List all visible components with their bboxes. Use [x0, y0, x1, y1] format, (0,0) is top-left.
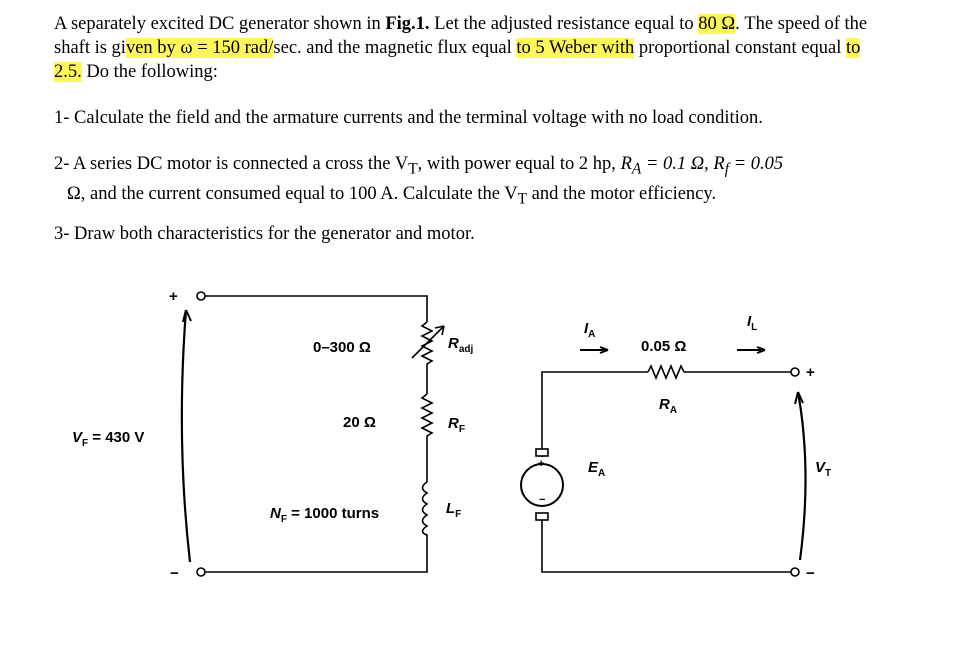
q2-text-2: , with power equal to 2 hp,: [417, 154, 621, 174]
radj-label: $R_{adj}$: [448, 335, 474, 355]
intro-text-1: A separately excited DC generator shown in: [54, 14, 386, 34]
q2-line2-b: and the motor efficiency.: [527, 183, 717, 204]
question-3: [54, 222, 884, 246]
rf-label: $R_F$: [448, 415, 465, 435]
vf-label: $V_F = 430$ V: [72, 429, 145, 449]
lf-inductor: [423, 482, 428, 545]
generator-minus: −: [539, 494, 546, 506]
ra-value-label: 0.05 Ω: [641, 338, 687, 355]
rf-value-label: 20 Ω: [343, 414, 376, 431]
generator-plus: +: [538, 458, 545, 470]
intro-text-5: proportional constant equal: [634, 38, 846, 58]
resistance-value-highlight: 80 Ω: [698, 14, 736, 34]
radj-range-label: 0–300 Ω: [313, 339, 371, 356]
il-label: $I_L$: [747, 313, 758, 333]
q2-sub-t: T: [408, 160, 418, 178]
field-top-wire: [205, 296, 427, 322]
terminal-top-right: [791, 368, 799, 376]
ra-label: $R_A$: [659, 396, 678, 416]
q2-rf-value: = 0.05: [729, 154, 784, 174]
problem-intro: [54, 12, 884, 84]
minus-label: −: [170, 565, 179, 582]
speed-highlight: ven by ω = 150 rad/: [125, 38, 274, 58]
q2-sub-t2: T: [517, 190, 528, 208]
question-1-text: 1- Calculate the field and the armature currents and the terminal voltage with no load condition.: [54, 108, 763, 128]
ea-label: $E_A$: [588, 459, 606, 479]
vf-bracket: [182, 310, 190, 562]
vf-arrow-head: [183, 310, 191, 322]
q2-rf-symbol: R: [713, 154, 725, 174]
armature-bottom-wire: [542, 513, 791, 572]
question-2: [54, 152, 884, 211]
intro-text-4: sec. and the magnetic flux equal: [273, 38, 517, 58]
intro-text-2: Let the adjusted resistance equal to: [429, 14, 699, 34]
q2-ra-sub: A: [631, 160, 642, 178]
circuit-diagram: [0, 270, 962, 657]
generator-brush-bottom: [536, 513, 548, 520]
terminal-bottom-left: [197, 568, 205, 576]
figure-reference: Fig.1.: [385, 14, 430, 34]
lf-label: $L_F$: [446, 500, 462, 520]
generator-brush-top: [536, 449, 548, 456]
rf-resistor: [422, 394, 432, 482]
question-3-text: 3- Draw both characteristics for the generator and motor.: [54, 224, 475, 244]
ia-label: $I_A$: [584, 320, 596, 340]
ra-resistor: [648, 366, 684, 378]
question-1: [54, 106, 884, 130]
terminal-bottom-right: [791, 568, 799, 576]
minus-right-label: −: [806, 565, 815, 582]
q2-ra-symbol: R: [620, 154, 632, 174]
plus-label: +: [169, 288, 178, 305]
q2-ra-value: = 0.1 Ω,: [641, 154, 714, 174]
field-bottom-wire: [205, 545, 427, 572]
q2-text-1: 2- A series DC motor is connected a cross the V: [54, 154, 409, 174]
intro-text-3: . The speed of the shaft is gi: [54, 14, 868, 58]
terminal-top-left: [197, 292, 205, 300]
vt-bracket: [798, 392, 806, 560]
q2-line2-a: Ω, and the current consumed equal to 100 A. Calculate the V: [67, 183, 518, 204]
armature-circuit-wires: [521, 347, 806, 576]
q2-rf-sub: f: [724, 160, 730, 178]
constant-highlight: to 2.5.: [54, 38, 861, 82]
flux-highlight: to 5 Weber with: [516, 38, 635, 58]
plus-right-label: +: [806, 364, 815, 381]
armature-top-left-wire: [542, 372, 648, 457]
vt-label: $V_T$: [815, 459, 832, 479]
turns-label: $N_F = 1000$ turns: [270, 505, 380, 525]
field-circuit-wires: [182, 292, 444, 576]
intro-text-6: Do the following:: [81, 62, 218, 82]
radj-resistor: [422, 322, 432, 394]
